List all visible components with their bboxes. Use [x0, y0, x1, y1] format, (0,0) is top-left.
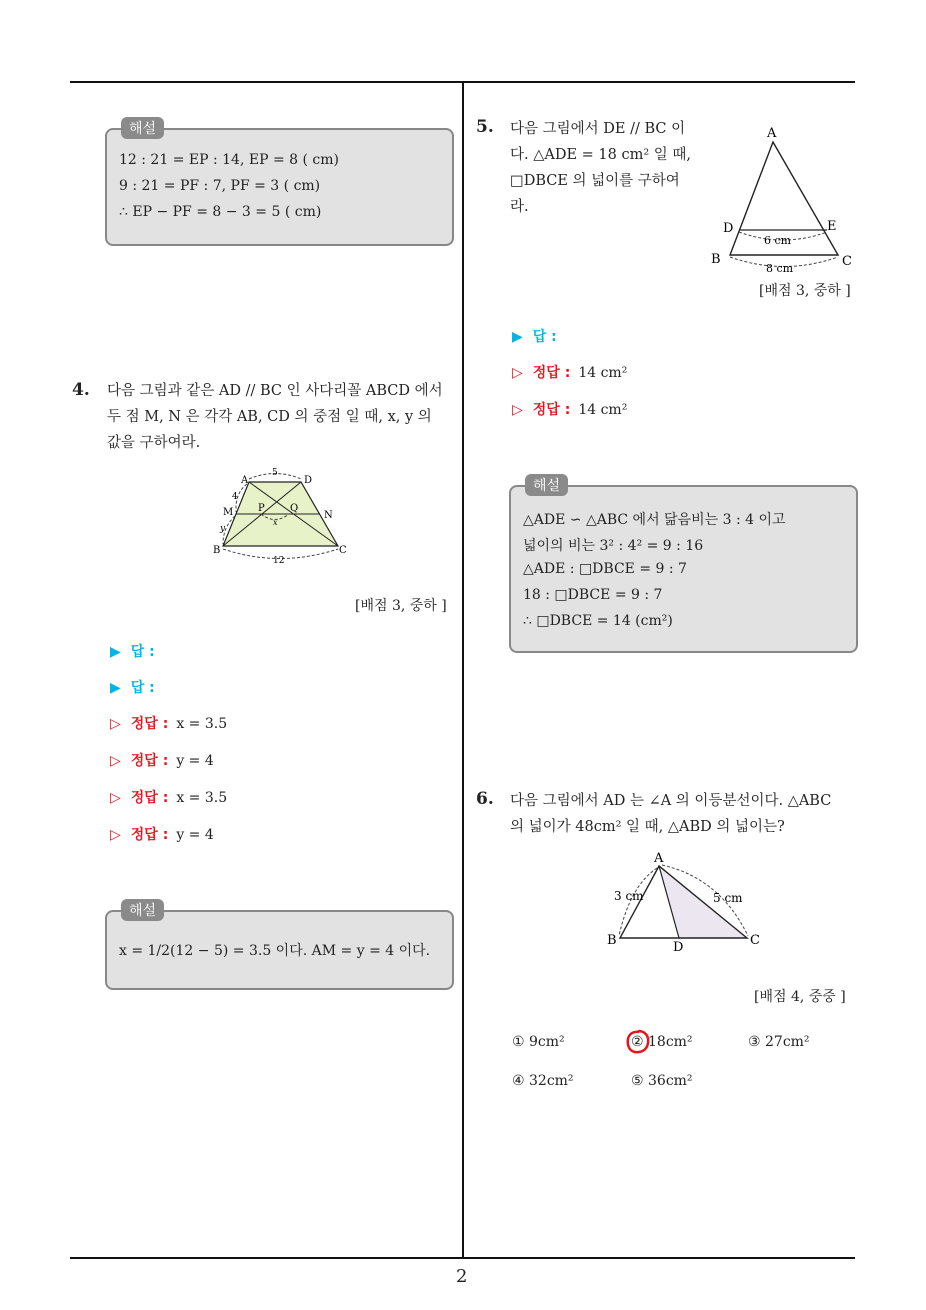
solution-box-q5 — [509, 478, 858, 653]
label-bottom: 12 — [273, 556, 285, 566]
label-top: 5 — [272, 468, 278, 478]
question-line: 다음 그림에서 AD 는 ∠A 의 이등분선이다. △ABC — [510, 793, 832, 809]
label-bc: 8 cm — [766, 262, 794, 275]
solution-line: 9 : 21 = PF : 7, PF = 3 ( cm) — [119, 178, 321, 194]
label-y: y — [220, 524, 226, 534]
solution-tag: 해설 — [121, 117, 164, 139]
trapezoid-figure — [205, 465, 365, 570]
label-ab: 3 cm — [614, 889, 644, 903]
solution-tag: 해설 — [121, 899, 164, 921]
solution-line: ∴ □DBCE = 14 (cm²) — [523, 613, 673, 629]
triangle-figure-q5 — [705, 120, 860, 280]
label-D: D — [723, 221, 734, 236]
solution-line: △ADE : □DBCE = 9 : 7 — [523, 561, 687, 577]
label-B: B — [711, 252, 721, 267]
label-B: B — [607, 933, 617, 948]
label-x: x — [273, 518, 278, 527]
label-A: A — [767, 126, 777, 141]
question-line: 다음 그림에서 DE // BC 이 — [510, 121, 686, 137]
solution-box-q4 — [105, 903, 454, 990]
solution-line: △ADE ∽ △ABC 에서 닮음비는 3 : 4 이고 — [523, 512, 786, 528]
solution-tag: 해설 — [525, 474, 568, 496]
answer-row: ▶ 답 : — [110, 644, 155, 660]
solution-line: x = 1/2(12 − 5) = 3.5 이다. AM = y = 4 이다. — [119, 943, 431, 959]
question-text — [107, 378, 457, 456]
solution-line: 18 : □DBCE = 9 : 7 — [523, 587, 663, 603]
label-M: M — [223, 507, 234, 518]
selected-answer-circle — [624, 1028, 652, 1056]
option-1[interactable]: ① 9cm² — [512, 1034, 565, 1050]
answer-row: ▶ 답 : — [512, 329, 557, 345]
question-line: 다음 그림과 같은 AD // BC 인 사다리꼴 ABCD 에서 — [107, 383, 443, 399]
label-de: 6 cm — [764, 234, 792, 247]
correct-answer-row: ▷ 정답 : y = 4 — [110, 827, 214, 843]
correct-answer-row: ▷ 정답 : y = 4 — [110, 753, 214, 769]
label-A: A — [241, 475, 249, 486]
label-E: E — [827, 219, 837, 234]
answer-row: ▶ 답 : — [110, 680, 155, 696]
question-line: 값을 구하여라. — [107, 435, 201, 451]
grade-label: [배점 4, 중중 ] — [754, 989, 846, 1005]
label-C: C — [842, 254, 852, 269]
question-number: 6. — [476, 789, 494, 809]
label-B: B — [213, 545, 221, 556]
option-5[interactable]: ⑤ 36cm² — [631, 1073, 693, 1089]
correct-answer-row: ▷ 정답 : x = 3.5 — [110, 716, 228, 732]
solution-box-q3 — [105, 121, 454, 246]
question-number: 5. — [476, 117, 494, 137]
solution-line: 12 : 21 = EP : 14, EP = 8 ( cm) — [119, 152, 339, 168]
label-D: D — [673, 940, 684, 953]
question-line: 의 넓이가 48cm² 일 때, △ABD 의 넓이는? — [510, 819, 785, 835]
grade-label: [배점 3, 중하 ] — [759, 283, 851, 299]
correct-answer-row: ▷ 정답 : x = 3.5 — [110, 790, 228, 806]
label-P: P — [258, 503, 265, 514]
solution-line: ∴ EP − PF = 8 − 3 = 5 ( cm) — [119, 204, 322, 220]
solution-line: 넓이의 비는 3² : 4² = 9 : 16 — [523, 538, 704, 554]
label-N: N — [324, 510, 333, 521]
label-Q: Q — [290, 503, 299, 514]
option-4[interactable]: ④ 32cm² — [512, 1073, 574, 1089]
page-number: 2 — [456, 1266, 468, 1287]
label-A: A — [654, 851, 664, 866]
label-D: D — [304, 475, 313, 486]
question-line: 두 점 M, N 은 각각 AB, CD 의 중점 일 때, x, y 의 — [107, 409, 432, 425]
correct-answer-row: ▷ 정답 : 14 cm² — [512, 365, 628, 381]
question-line: □DBCE 의 넓이를 구하여 — [510, 173, 680, 189]
question-text — [510, 116, 700, 220]
correct-answer-row: ▷ 정답 : 14 cm² — [512, 402, 628, 418]
label-left: 4 — [232, 492, 238, 502]
column-divider — [462, 83, 464, 1258]
question-number: 4. — [72, 380, 90, 400]
option-2[interactable]: ② 18cm² — [631, 1034, 693, 1050]
label-ac: 5 cm — [713, 891, 743, 905]
label-C: C — [339, 545, 347, 556]
option-3[interactable]: ③ 27cm² — [748, 1034, 810, 1050]
bottom-rule — [70, 1257, 855, 1259]
label-C: C — [750, 933, 760, 948]
question-text — [510, 788, 860, 840]
question-line: 라. — [510, 199, 529, 215]
grade-label: [배점 3, 중하 ] — [355, 598, 447, 614]
triangle-figure-q6 — [600, 848, 770, 953]
question-line: 다. △ADE = 18 cm² 일 때, — [510, 147, 692, 163]
